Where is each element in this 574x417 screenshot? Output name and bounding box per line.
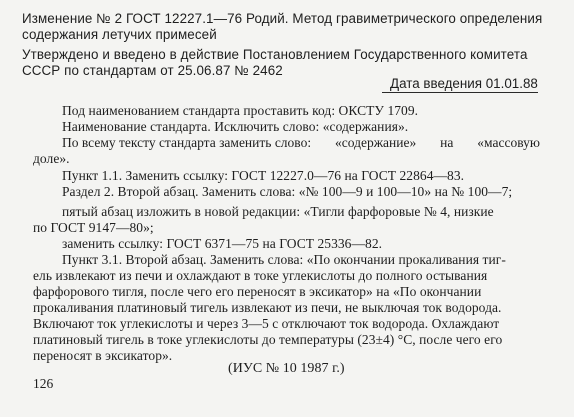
body-line-clause-3-1-cont-2: фарфорового тигля, после чего его переносят в эксикатор» на «По окончании [33, 284, 482, 299]
date-underline [382, 92, 538, 93]
body-line-ocstu-code: Под наименованием стандарта проставить код: ОКСТУ 1709. [62, 103, 419, 118]
body-line-fifth-paragraph-cont: по ГОСТ 9147—80»; [33, 220, 154, 235]
body-line-clause-3-1-cont-6: переносят в эксикатор». [33, 348, 173, 363]
replace-word-part-2: «содержание» [335, 135, 417, 150]
document-title-line-2: содержания летучих примесей [22, 27, 217, 42]
body-line-clause-3-1-cont-5: платиновый тигель в токе углекислоты до температуры (23±4) °С, после чего его [33, 332, 503, 347]
replace-word-part-3: на [440, 135, 454, 150]
body-line-fifth-paragraph: пятый абзац изложить в новой редакции: «Тигли фарфоровые № 4, низкие [62, 204, 494, 219]
replace-word-part-1: По всему тексту стандарта заменить слово: [62, 135, 312, 150]
body-line-replace-word-cont: доле». [33, 151, 70, 166]
body-line-replace-word [62, 135, 540, 151]
body-line-clause-3-1: Пункт 3.1. Второй абзац. Заменить слова: «По окончании прокаливания тиг- [62, 252, 506, 267]
body-line-replace-reference: заменить ссылку: ГОСТ 6371—75 на ГОСТ 25336—82. [62, 236, 383, 251]
approval-text-line-2: СССР по стандартам от 25.06.87 № 2462 [22, 63, 283, 78]
document-title-line-1: Изменение № 2 ГОСТ 12227.1—76 Родий. Метод гравиметрического определения [22, 11, 543, 26]
page-number: 126 [33, 376, 54, 391]
body-line-clause-3-1-cont-3: прокаливания платиновый тигель извлекают из печи, не выключая ток водорода. [33, 300, 502, 315]
source-reference: (ИУС № 10 1987 г.) [228, 361, 345, 376]
body-line-clause-3-1-cont-1: ель извлекают из печи и охлаждают в токе углекислоты до полного остывания [33, 268, 488, 283]
body-line-standard-name: Наименование стандарта. Исключить слово: «содержания». [62, 119, 409, 134]
body-line-clause-3-1-cont-4: Включают ток углекислоты и через 3—5 с отключают ток водорода. Охлаждают [33, 316, 500, 331]
replace-word-part-4: «массовую [477, 135, 540, 150]
approval-text-line-1: Утверждено и введено в действие Постановлением Государственного комитета [22, 47, 528, 62]
body-line-clause-1-1: Пункт 1.1. Заменить ссылку: ГОСТ 12227.0—76 на ГОСТ 22864—83. [62, 168, 465, 183]
effective-date: Дата введения 01.01.88 [390, 76, 538, 91]
body-line-section-2: Раздел 2. Второй абзац. Заменить слова: «№ 100—9 и 100—10» на № 100—7; [62, 184, 513, 199]
